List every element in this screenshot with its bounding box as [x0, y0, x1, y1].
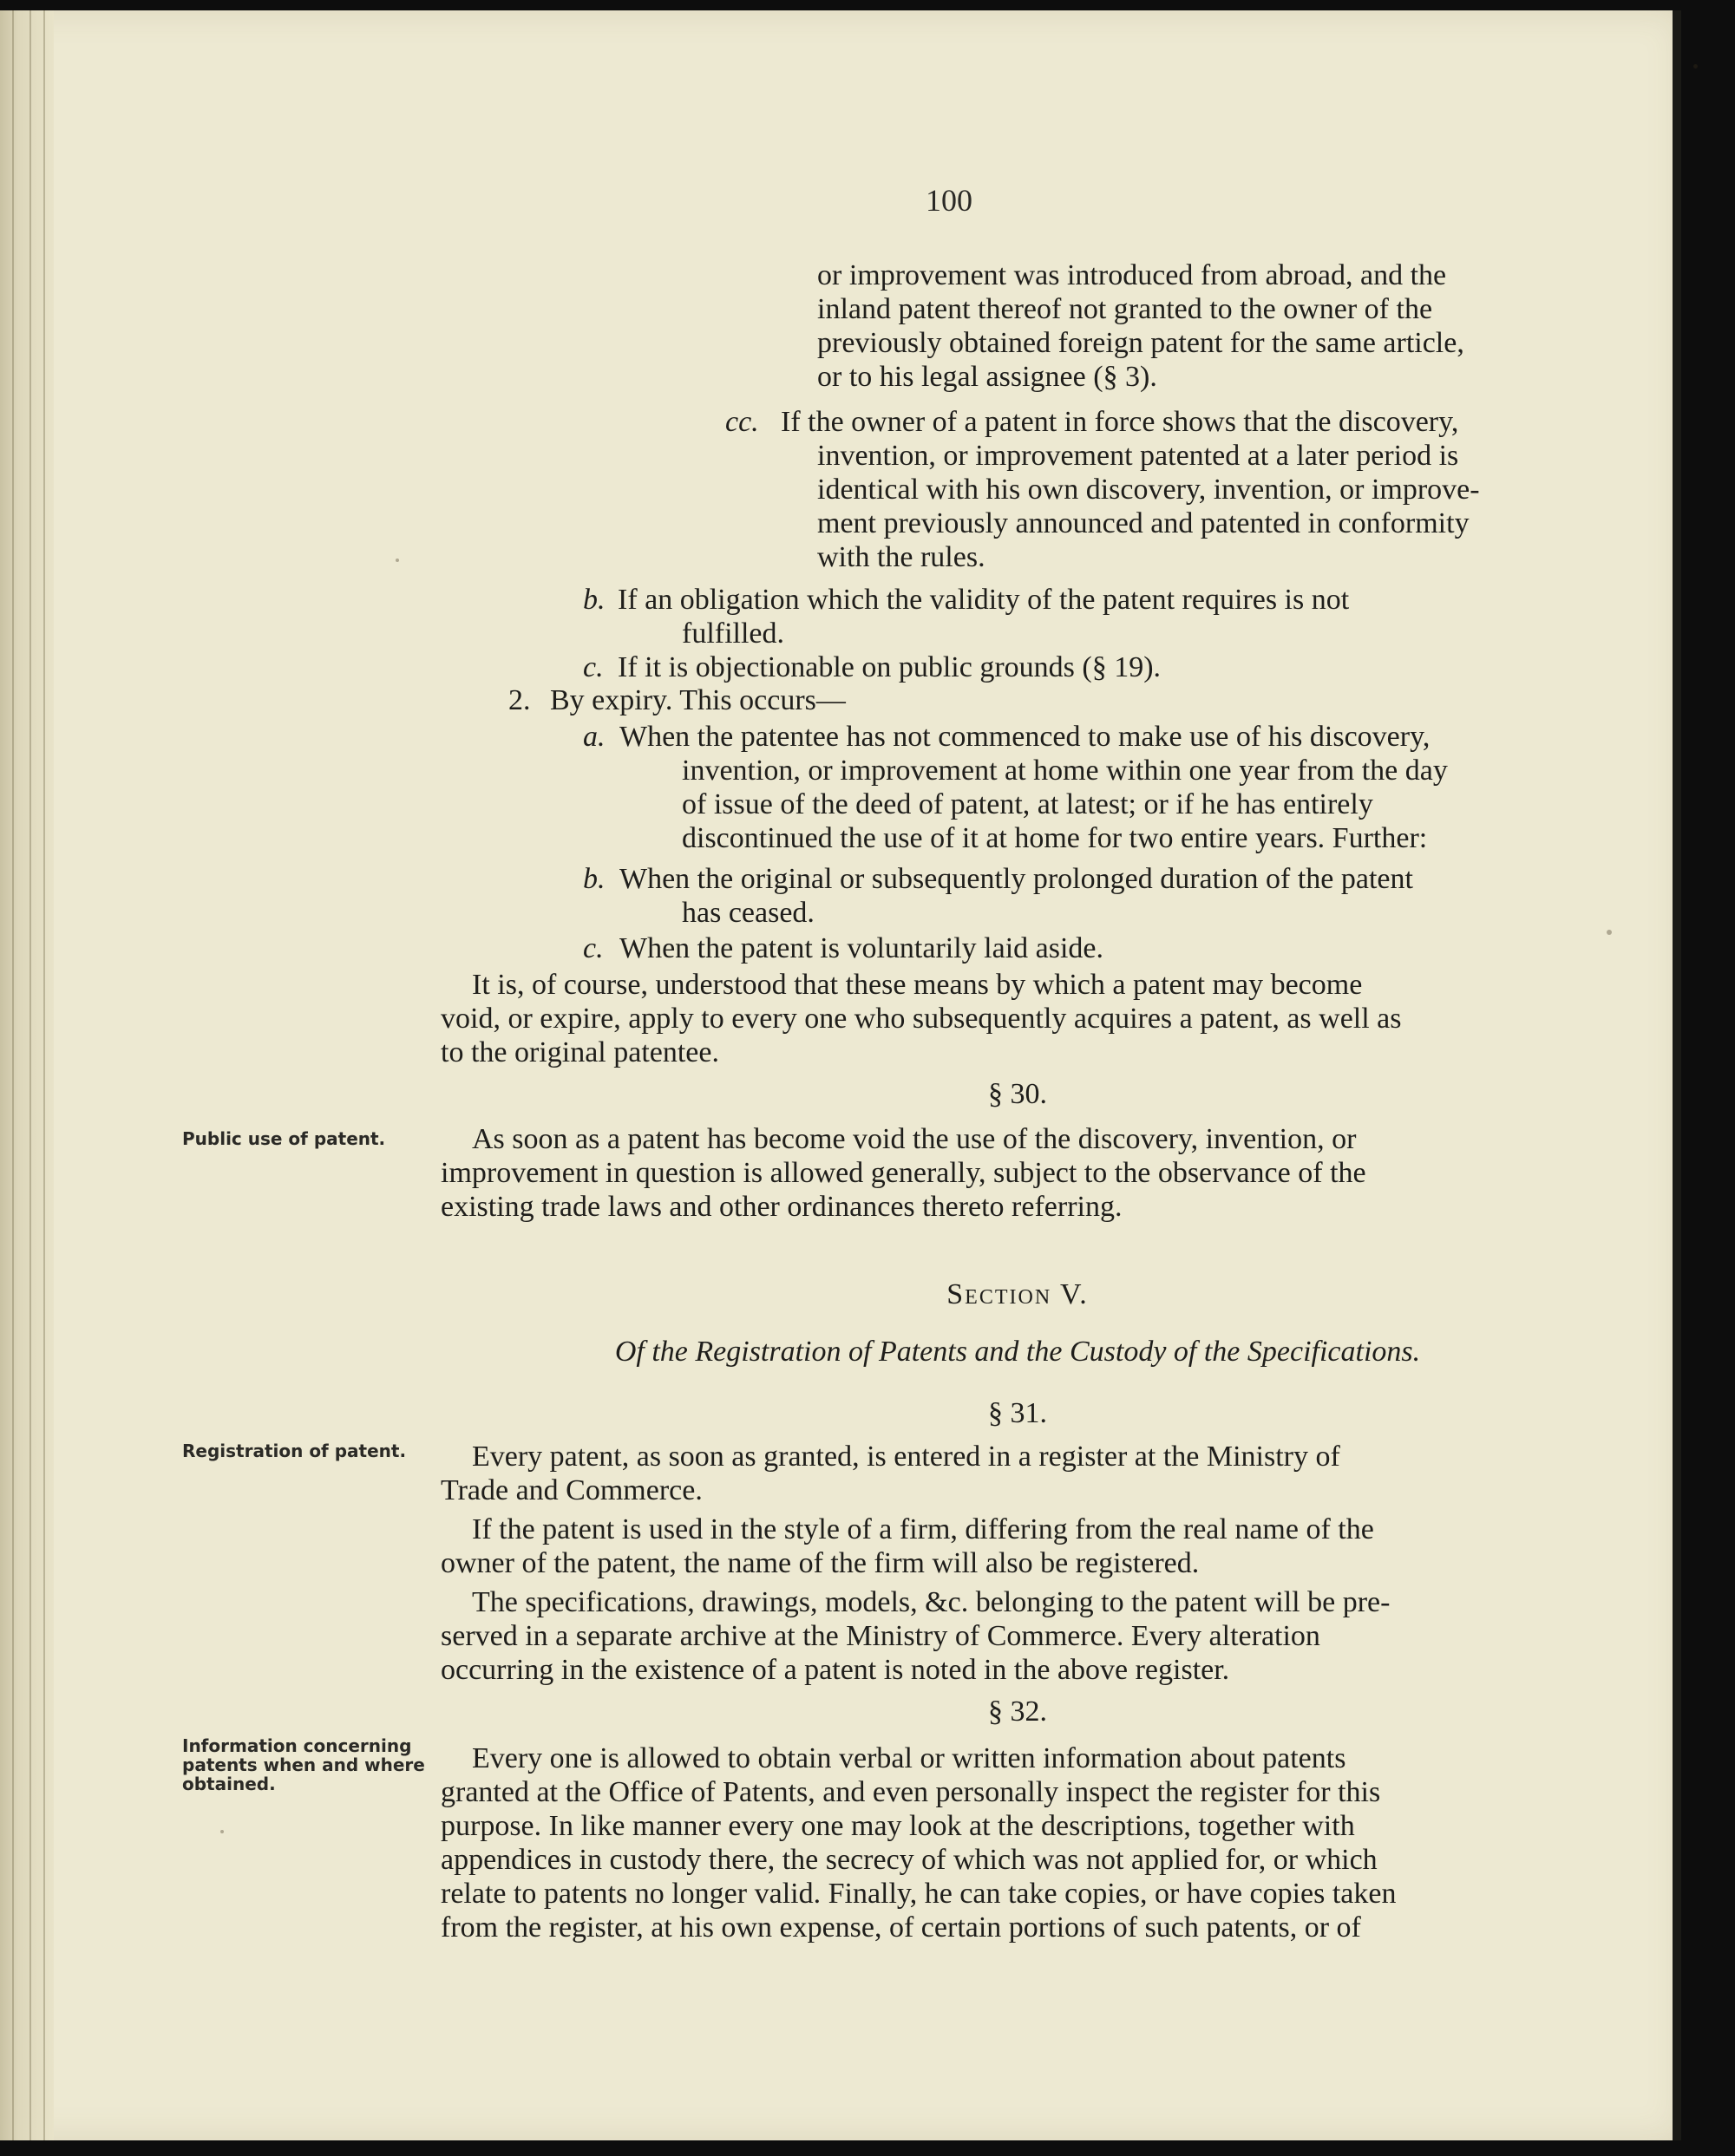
- page-edge: [1673, 10, 1681, 2140]
- text-line: purpose. In like manner every one may look at the descriptions, together with: [441, 1810, 1355, 1842]
- text-line: previously obtained foreign patent for the same article,: [817, 327, 1464, 359]
- gutter-line: [29, 10, 31, 2140]
- margin-note-information: [182, 1736, 434, 1793]
- text-line: As soon as a patent has become void the use of the discovery, invention, or: [472, 1123, 1357, 1155]
- section-heading-31: § 31.: [988, 1397, 1047, 1429]
- margin-note-line: obtained.: [182, 1774, 276, 1794]
- item-a: [619, 720, 1594, 855]
- item-c-text: If it is objectionable on public grounds (§ 19).: [618, 651, 1162, 683]
- paragraph-course: [441, 968, 1594, 1069]
- text-line: improvement in question is allowed generally, subject to the observance of the: [441, 1157, 1366, 1189]
- section-heading-30: § 30.: [988, 1078, 1047, 1110]
- item-label-b: b.: [583, 863, 606, 895]
- text-line: owner of the patent, the name of the firm will also be registered.: [441, 1547, 1200, 1579]
- text-line: identical with his own discovery, invention, or improve-: [817, 474, 1480, 506]
- text-line: invention, or improvement at home within one year from the day: [682, 755, 1448, 787]
- section-heading-32: § 32.: [988, 1695, 1047, 1728]
- paper-speck: [396, 559, 399, 562]
- text-line: If an obligation which the validity of the patent requires is not: [618, 584, 1350, 616]
- text-line: It is, of course, understood that these means by which a patent may become: [472, 969, 1363, 1001]
- gutter-line: [43, 10, 45, 2140]
- item-label-cc: cc.: [725, 406, 759, 438]
- text-line: Trade and Commerce.: [441, 1474, 703, 1506]
- paragraph-32: [441, 1741, 1594, 1944]
- text-line: relate to patents no longer valid. Finally, he can take copies, or have copies taken: [441, 1878, 1397, 1910]
- gutter-line: [12, 10, 14, 2140]
- text-line: Every patent, as soon as granted, is entered in a register at the Ministry of: [472, 1441, 1340, 1473]
- text-line: When the original or subsequently prolonged duration of the patent: [619, 863, 1413, 895]
- text-line: occurring in the existence of a patent is noted in the above register.: [441, 1654, 1230, 1686]
- paper-speck: [220, 1830, 224, 1833]
- text-line: served in a separate archive at the Ministry of Commerce. Every alteration: [441, 1620, 1320, 1652]
- margin-note-public-use: Public use of patent.: [182, 1128, 386, 1149]
- book-page: [0, 10, 1681, 2140]
- text-line: If the owner of a patent in force shows that the discovery,: [781, 406, 1459, 438]
- text-line: appendices in custody there, the secrecy of which was not applied for, or which: [441, 1844, 1378, 1876]
- text-line: fulfilled.: [682, 617, 785, 650]
- text-line: granted at the Office of Patents, and even personally inspect the register for this: [441, 1776, 1381, 1808]
- text-line: existing trade laws and other ordinances thereto referring.: [441, 1191, 1123, 1223]
- text-line: from the register, at his own expense, of certain portions of such patents, or of: [441, 1911, 1361, 1944]
- item-c-expiry-text: When the patent is voluntarily laid aside.: [619, 932, 1104, 964]
- text-line: with the rules.: [817, 541, 985, 573]
- item-label-c: c.: [583, 932, 604, 964]
- text-line: void, or expire, apply to every one who subsequently acquires a patent, as well as: [441, 1003, 1402, 1035]
- text-line: inland patent thereof not granted to the owner of the: [817, 293, 1433, 325]
- page-gutter: [0, 10, 54, 2140]
- text-line: The specifications, drawings, models, &c. belonging to the patent will be pre-: [472, 1586, 1391, 1618]
- paper-speck: [1693, 64, 1698, 69]
- margin-note-line: patents when and where: [182, 1754, 425, 1775]
- paper-speck: [1607, 930, 1612, 935]
- text-line: or to his legal assignee (§ 3).: [817, 361, 1157, 393]
- section-subtitle: Of the Registration of Patents and the Custody of the Specifications.: [614, 1336, 1421, 1368]
- item-b: [618, 583, 1594, 650]
- item-label-c: c.: [583, 651, 604, 683]
- item-b-expiry: [619, 862, 1594, 930]
- text-line: invention, or improvement patented at a later period is: [817, 440, 1459, 472]
- continuation-block: [817, 258, 1594, 394]
- text-line: of issue of the deed of patent, at latest; or if he has entirely: [682, 788, 1373, 820]
- text-line: Every one is allowed to obtain verbal or written information about patents: [472, 1742, 1346, 1774]
- item-cc: [781, 405, 1594, 574]
- page-number: 100: [926, 183, 972, 218]
- item-label-b: b.: [583, 584, 606, 616]
- margin-note-line: Information concerning: [182, 1735, 412, 1756]
- section-title: Section V.: [946, 1278, 1089, 1310]
- text-line: If the patent is used in the style of a firm, differing from the real name of the: [472, 1513, 1374, 1545]
- text-line: discontinued the use of it at home for two entire years. Further:: [682, 822, 1428, 854]
- text-line: or improvement was introduced from abroad, and the: [817, 259, 1447, 291]
- text-line: When the patentee has not commenced to make use of his discovery,: [619, 721, 1431, 753]
- item-2-text: By expiry. This occurs—: [550, 684, 846, 716]
- margin-note-registration: Registration of patent.: [182, 1441, 407, 1461]
- item-label-a: a.: [583, 721, 606, 753]
- paragraph-30: [441, 1122, 1594, 1224]
- paragraph-31: [441, 1440, 1594, 1687]
- text-line: ment previously announced and patented in conformity: [817, 507, 1470, 539]
- text-line: to the original patentee.: [441, 1036, 719, 1068]
- item-label-2: 2.: [508, 684, 531, 716]
- text-line: has ceased.: [682, 897, 815, 929]
